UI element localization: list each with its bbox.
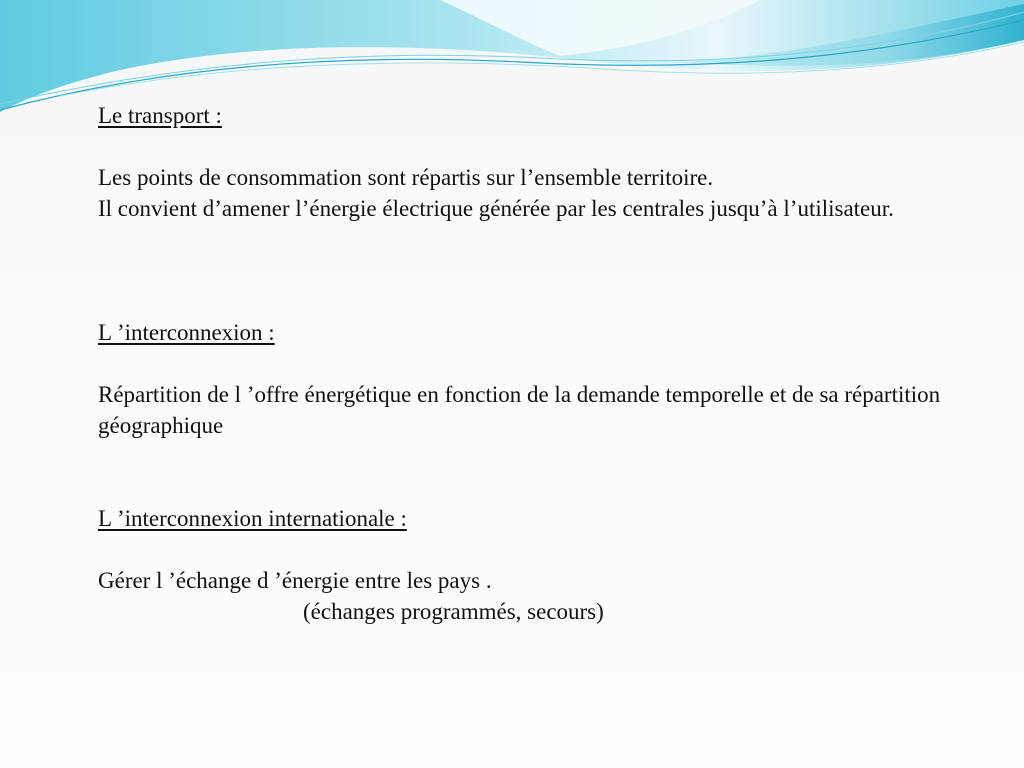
slide-content: [98, 100, 958, 627]
interconnexion-text: Répartition de l ’offre énergétique en fonction de la demande temporelle et de sa répartition géographique: [98, 382, 941, 438]
heading-international: L ’interconnexion internationale :: [98, 506, 407, 531]
heading-transport: Le transport :: [98, 103, 222, 128]
international-line-1: Gérer l ’échange d ’énergie entre les pays .: [98, 568, 492, 593]
transport-line-2: Il convient d’amener l’énergie électrique générée par les centrales jusqu’à l’utilisateur.: [98, 196, 894, 221]
heading-interconnexion: L ’interconnexion :: [98, 320, 275, 345]
section-transport: [98, 100, 958, 224]
section-interconnexion: [98, 317, 958, 441]
international-line-2: (échanges programmés, secours): [303, 599, 604, 624]
section-international: [98, 503, 958, 627]
transport-line-1: Les points de consommation sont répartis sur l’ensemble territoire.: [98, 165, 714, 190]
